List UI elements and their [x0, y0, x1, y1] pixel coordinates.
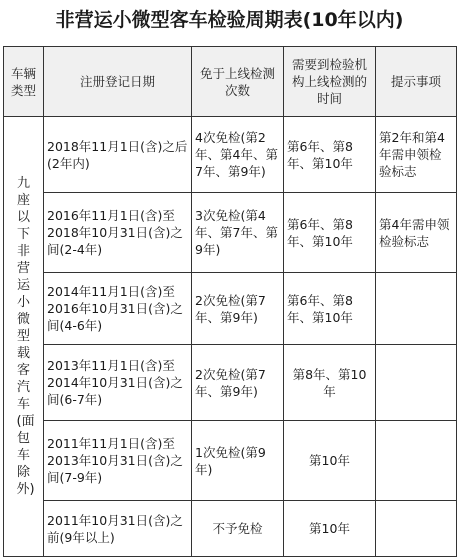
table-row: [4, 117, 457, 193]
inspect-cell: 第10年: [284, 421, 376, 501]
reg-date-cell: 2011年11月1日(含)至2013年10月31日(含)之间(7-9年): [44, 421, 192, 501]
tip-cell: 第2年和第4年需申领检验标志: [376, 117, 457, 193]
inspection-table: [3, 46, 457, 557]
header-vehicle-type: 车辆类型: [4, 47, 44, 117]
header-reg-date: 注册登记日期: [44, 47, 192, 117]
exempt-cell: 不予免检: [192, 501, 284, 557]
inspect-cell: 第6年、第8年、第10年: [284, 117, 376, 193]
table-row: [4, 273, 457, 345]
exempt-cell: 1次免检(第9年): [192, 421, 284, 501]
vehicle-type-text: 九座以下非营运小微型载客汽车(面包车除外): [16, 176, 35, 497]
inspect-cell: 第10年: [284, 501, 376, 557]
table-title: 非营运小微型客车检验周期表(10年以内): [55, 9, 404, 31]
reg-date-cell: 2011年10月31日(含)之前(9年以上): [44, 501, 192, 557]
header-exempt-count: 免于上线检测次数: [192, 47, 284, 117]
table-row: [4, 345, 457, 421]
exempt-cell: 4次免检(第2年、第4年、第7年、第9年): [192, 117, 284, 193]
tip-cell: 第4年需申领检验标志: [376, 193, 457, 273]
tip-cell: [376, 501, 457, 557]
table-row: [4, 421, 457, 501]
reg-date-cell: 2013年11月1日(含)至2014年10月31日(含)之间(6-7年): [44, 345, 192, 421]
inspect-cell: 第6年、第8年、第10年: [284, 193, 376, 273]
table-row: [4, 501, 457, 557]
inspect-cell: 第6年、第8年、第10年: [284, 273, 376, 345]
tip-cell: [376, 421, 457, 501]
reg-date-cell: 2018年11月1日(含)之后(2年内): [44, 117, 192, 193]
exempt-cell: 3次免检(第4年、第7年、第9年): [192, 193, 284, 273]
exempt-cell: 2次免检(第7年、第9年): [192, 345, 284, 421]
vehicle-type-cell: [4, 117, 44, 557]
inspect-cell: 第8年、第10年: [284, 345, 376, 421]
exempt-cell: 2次免检(第7年、第9年): [192, 273, 284, 345]
header-inspect-time: 需要到检验机构上线检测的时间: [284, 47, 376, 117]
reg-date-cell: 2014年11月1日(含)至2016年10月31日(含)之间(4-6年): [44, 273, 192, 345]
reg-date-cell: 2016年11月1日(含)至2018年10月31日(含)之间(2-4年): [44, 193, 192, 273]
table-row: [4, 193, 457, 273]
tip-cell: [376, 273, 457, 345]
tip-cell: [376, 345, 457, 421]
header-tips: 提示事项: [376, 47, 457, 117]
